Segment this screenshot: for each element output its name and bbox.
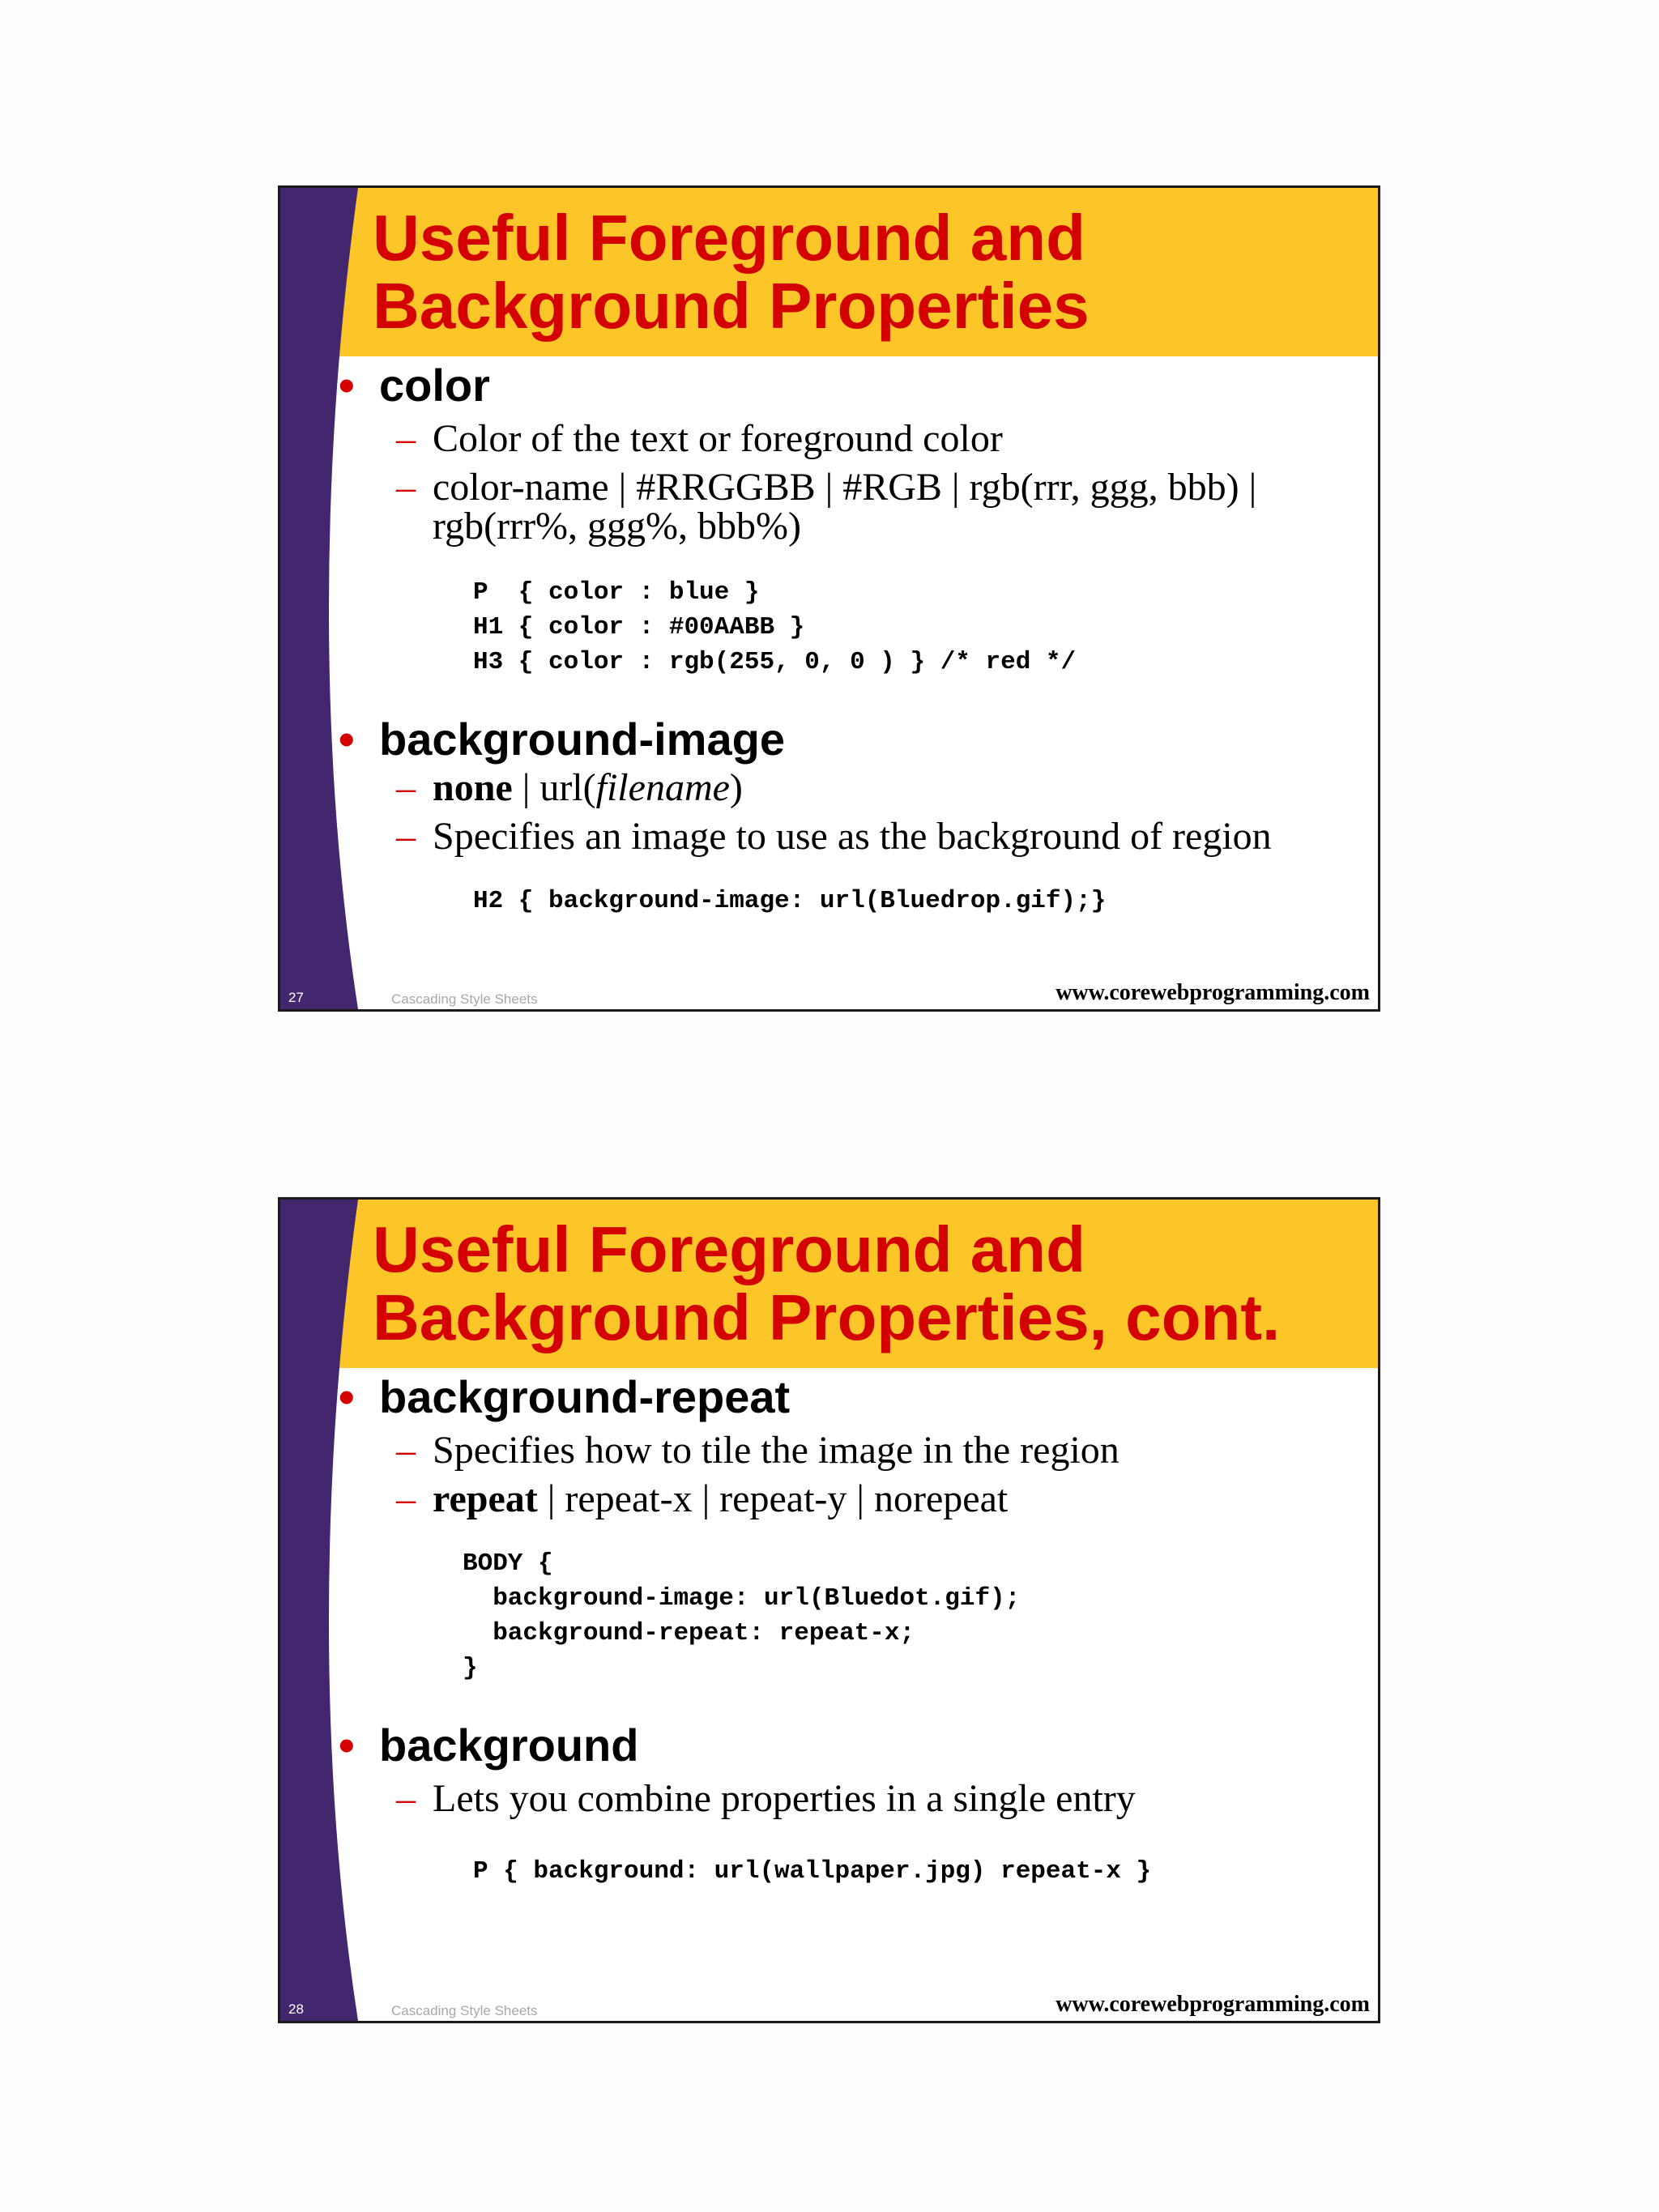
- slide-body: [339, 1371, 1343, 1889]
- slide-number: 27: [288, 990, 304, 1005]
- dash-icon: –: [396, 766, 416, 809]
- dash-icon: –: [396, 466, 416, 509]
- slide-title: Useful Foreground and Background Properties, cont.: [373, 1213, 1281, 1353]
- dash-icon: –: [396, 815, 416, 858]
- footer-label: Cascading Style Sheets: [391, 991, 538, 1007]
- slide-27: [278, 185, 1380, 1012]
- bullet-background: • background: [339, 1720, 639, 1771]
- code-block: P { color : blue } H1 { color : #00AABB } H3 { color : rgb(255, 0, 0 ) } /* red */: [473, 578, 1077, 676]
- sub-item: – Specifies how to tile the image in the region: [396, 1429, 1120, 1472]
- bullet-icon: •: [339, 1720, 355, 1771]
- dash-icon: –: [396, 1777, 416, 1820]
- dash-icon: –: [396, 1429, 416, 1472]
- bullet-icon: •: [339, 714, 355, 765]
- slide-body: [339, 360, 1343, 918]
- slide-title: Useful Foreground and Background Properties: [373, 202, 1090, 342]
- code-block: P { background: url(wallpaper.jpg) repeat-x }: [473, 1857, 1152, 1886]
- bullet-color: • color: [339, 360, 490, 411]
- sub-item: – Lets you combine properties in a single entry: [396, 1777, 1136, 1820]
- slide-number: 28: [288, 2001, 304, 2017]
- footer-url: www.corewebprogramming.com: [1056, 980, 1370, 1005]
- dash-icon: –: [396, 417, 416, 460]
- bullet-icon: •: [339, 1371, 355, 1422]
- sub-item: – Specifies an image to use as the background of region: [396, 815, 1272, 858]
- bullet-icon: •: [339, 360, 355, 411]
- sub-item: – repeat | repeat-x | repeat-y | norepeat: [396, 1477, 1009, 1520]
- code-block: H2 { background-image: url(Bluedrop.gif);}: [473, 887, 1107, 915]
- bullet-background-image: • background-image: [339, 714, 785, 765]
- bullet-background-repeat: • background-repeat: [339, 1371, 791, 1422]
- sub-item: – none | url(filename): [396, 766, 743, 809]
- slide-28: [278, 1197, 1380, 2023]
- sub-item: – color-name | #RRGGBB | #RGB | rgb(rrr, ggg, bbb) | rgb(rrr%, ggg%, bbb%): [396, 466, 1257, 548]
- code-block: BODY { background-image: url(Bluedot.gif); background-repeat: repeat-x; }: [463, 1549, 1021, 1682]
- dash-icon: –: [396, 1477, 416, 1520]
- sub-item: – Color of the text or foreground color: [396, 417, 1003, 460]
- footer-url: www.corewebprogramming.com: [1056, 1992, 1370, 2017]
- footer-label: Cascading Style Sheets: [391, 2003, 538, 2018]
